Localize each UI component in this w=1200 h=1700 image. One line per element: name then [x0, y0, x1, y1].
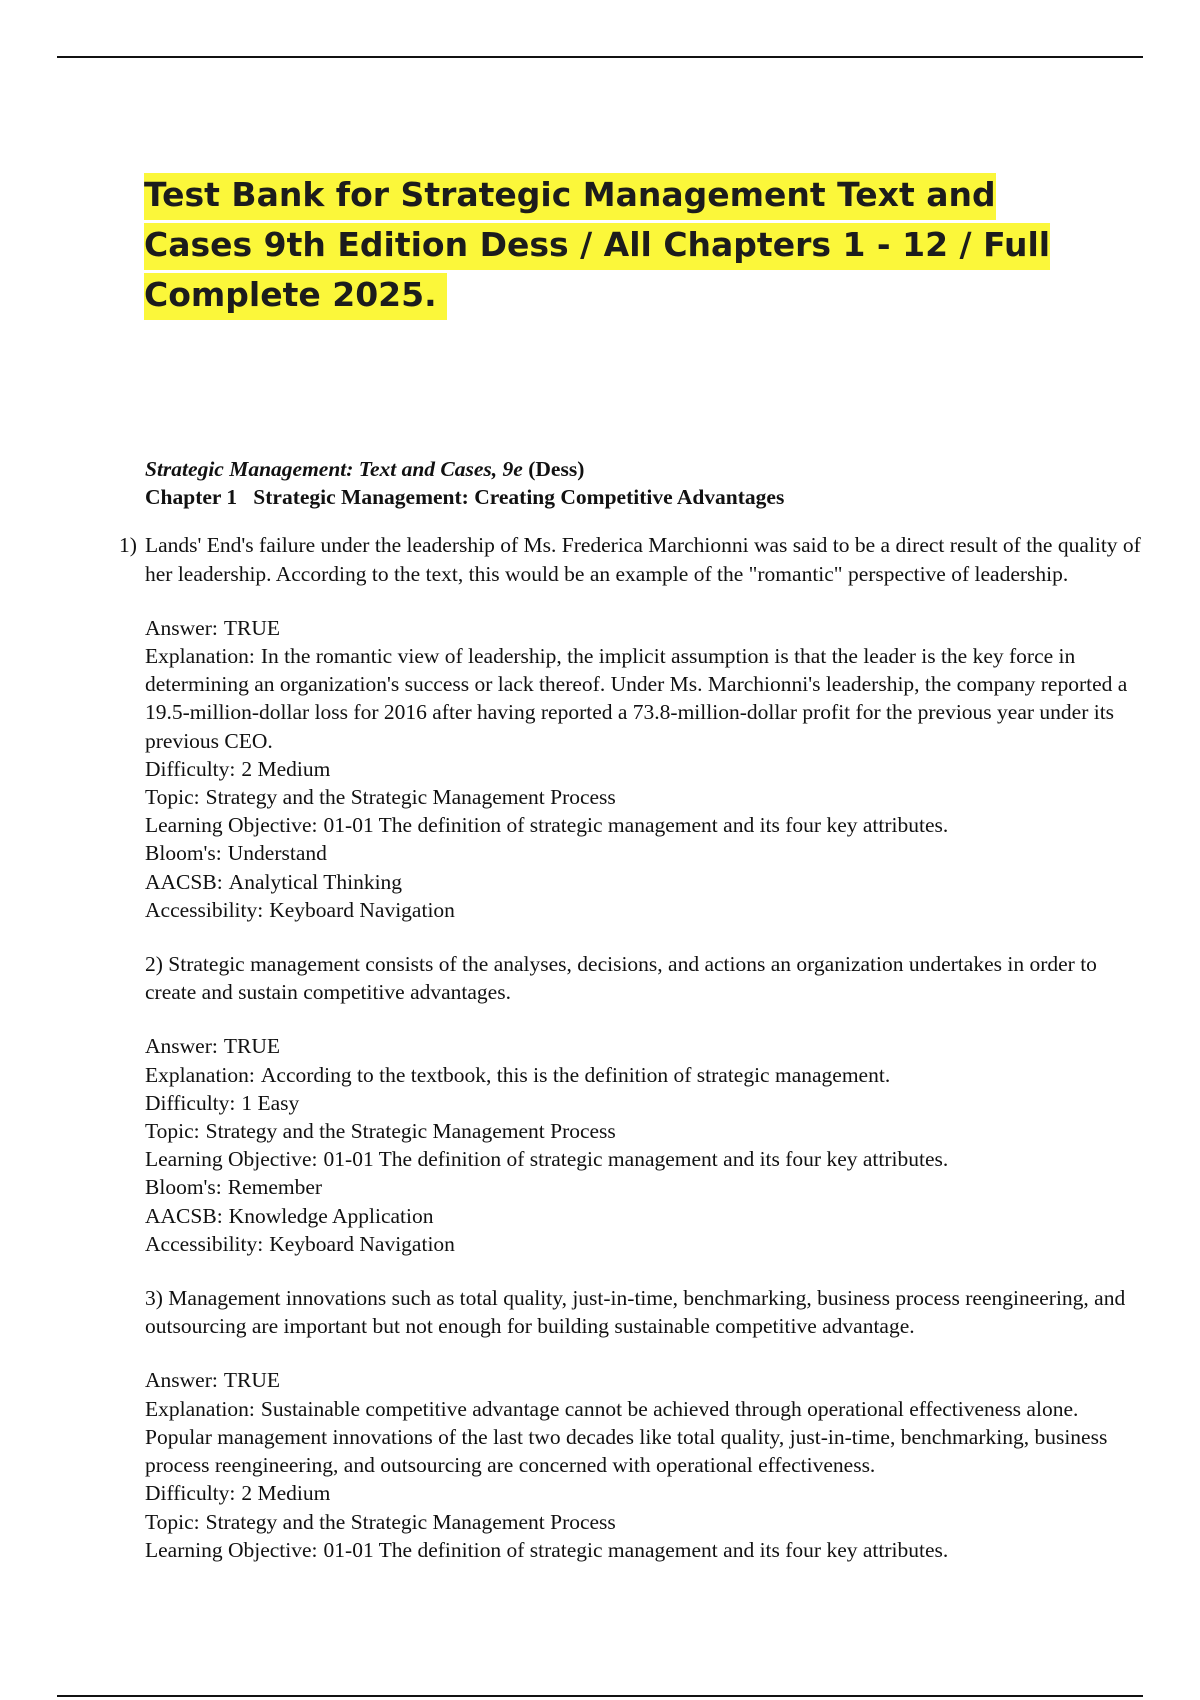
bottom-rule	[57, 1695, 1143, 1697]
aacsb-line: AACSB: Analytical Thinking	[145, 869, 403, 894]
topic-line: Topic: Strategy and the Strategic Management Process	[145, 1509, 616, 1534]
question-body: Strategic management consists of the analyses, decisions, and actions an organization undertakes in order to create and sustain competitive advantages.	[145, 952, 1097, 1005]
difficulty-line: Difficulty: 1 Easy	[145, 1090, 300, 1115]
question-body: Lands' End's failure under the leadership of Ms. Frederica Marchionni was said to be a direct result of the quality of her leadership. According to the text, this would be an example of the "romantic" perspective of leadership.	[145, 533, 1141, 586]
book-reference	[145, 455, 1145, 483]
accessibility-line: Accessibility: Keyboard Navigation	[145, 1231, 455, 1256]
difficulty-line: Difficulty: 2 Medium	[145, 1481, 331, 1506]
blooms-line: Bloom's: Understand	[145, 841, 327, 866]
top-rule	[57, 56, 1143, 58]
answer-line: Answer: TRUE	[145, 615, 280, 640]
document-title	[144, 170, 1094, 320]
learning-objective-line: Learning Objective: 01-01 The definition of strategic management and its four key attributes.	[145, 1147, 949, 1172]
book-author: (Dess)	[528, 457, 585, 481]
answer-line: Answer: TRUE	[145, 1034, 280, 1059]
answer-line: Answer: TRUE	[145, 1368, 280, 1393]
question-body: Management innovations such as total quality, just-in-time, benchmarking, business process reengineering, and outsourcing are important but not enough for building sustainable competitive advantage.	[145, 1286, 1126, 1339]
question-item	[145, 1284, 1145, 1564]
question-text	[145, 950, 1145, 1006]
accessibility-line: Accessibility: Keyboard Navigation	[145, 897, 455, 922]
explanation-line: Explanation: According to the textbook, this is the definition of strategic management.	[145, 1062, 891, 1087]
learning-objective-line: Learning Objective: 01-01 The definition of strategic management and its four key attributes.	[145, 813, 949, 838]
chapter-heading: Chapter 1 Strategic Management: Creating Competitive Advantages	[145, 485, 785, 510]
highlighted-title: Test Bank for Strategic Management Text and Cases 9th Edition Dess / All Chapters 1 - 12 / Full Complete 2025.	[144, 173, 1050, 320]
question-number: 1)	[119, 533, 137, 558]
question-number: 3)	[145, 1286, 163, 1311]
topic-line: Topic: Strategy and the Strategic Management Process	[145, 785, 616, 810]
difficulty-line: Difficulty: 2 Medium	[145, 756, 331, 781]
blooms-line: Bloom's: Remember	[145, 1175, 323, 1200]
question-item	[145, 950, 1145, 1258]
question-item	[119, 531, 1145, 924]
learning-objective-line: Learning Objective: 01-01 The definition of strategic management and its four key attributes.	[145, 1537, 949, 1562]
explanation-line: Explanation: In the romantic view of leadership, the implicit assumption is that the leader is the key force in determining an organization's success or lack thereof. Under Ms. Marchionni's leadership, the company reported a 19.5-million-dollar loss for 2016 after having reported a 73.8-million-dollar profit for the previous year under its previous CEO.	[145, 644, 1128, 753]
topic-line: Topic: Strategy and the Strategic Management Process	[145, 1119, 616, 1144]
question-number: 2)	[145, 952, 163, 977]
question-text	[145, 1284, 1145, 1340]
aacsb-line: AACSB: Knowledge Application	[145, 1203, 434, 1228]
explanation-line: Explanation: Sustainable competitive advantage cannot be achieved through operational effectiveness alone. Popular management innovations of the last two decades like total quality, just-in-time, benchmarking, business process reengineering, and outsourcing are concerned with operational effectiveness.	[145, 1396, 1108, 1478]
document-body	[119, 455, 1145, 1590]
question-text	[119, 531, 1145, 587]
book-title: Strategic Management: Text and Cases, 9e	[145, 457, 523, 481]
